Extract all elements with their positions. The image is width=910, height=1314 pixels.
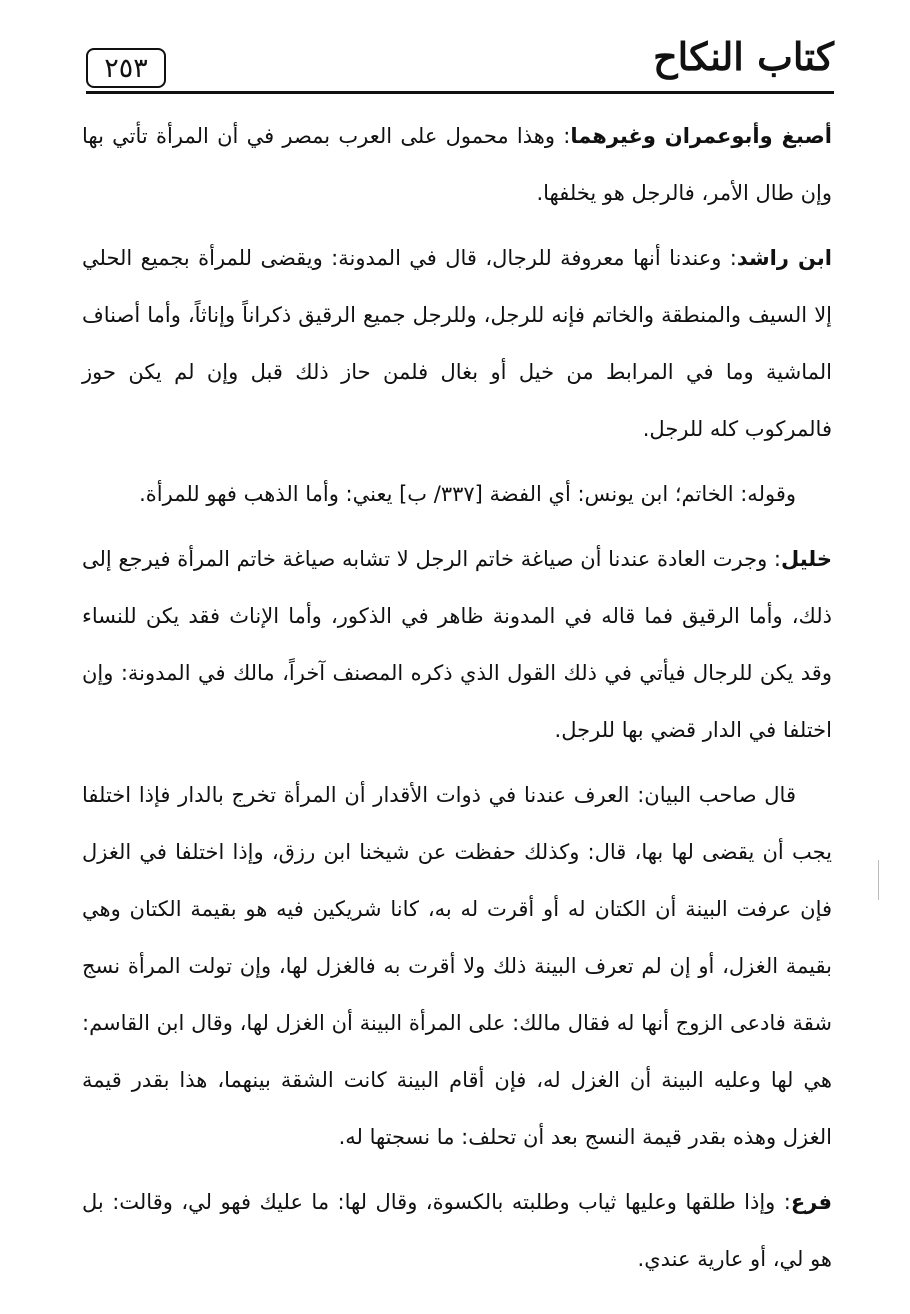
paragraph-ibn-rashid (82, 230, 832, 458)
paragraph-text: قال صاحب البيان: العرف عندنا في ذوات الأقدار أن المرأة تخرج بالدار فإذا اختلفا يجب أن يقضى لها بها، قال: وكذلك حفظت عن شيخنا ابن رزق، وإذا اختلفا في الغزل فإن عرفت البينة أن الكتان له أو أقرت له به، كانا شريكين فيه هو بقيمة الكتان وهي بقيمة الغزل، أو إن لم تعرف البينة ذلك ولا أقرت به فالغزل لها، وإن تولت المرأة نسج شقة فادعى الزوج أنها له فقال مالك: على المرأة البينة أن الغزل لها، وقال ابن القاسم: هي لها وعليه البينة أن الغزل له، فإن أقام البينة كانت الشقة بينهما، هذا بقدر قيمة الغزل وهذه بقدر قيمة النسج بعد أن تحلف: ما نسجتها له. (82, 783, 832, 1149)
paragraph-khatam (82, 466, 832, 523)
paragraph-lead: فرع (790, 1190, 832, 1214)
page-number: ٢٥٣ (104, 52, 148, 84)
paragraph-lead: أصبغ وأبوعمران وغيرهما (570, 124, 832, 148)
paragraph-text: : وهذا محمول على العرب بمصر في أن المرأة تأتي بها وإن طال الأمر، فالرجل هو يخلفها. (82, 124, 832, 205)
margin-mark (878, 860, 879, 900)
paragraph-lead: خليل (780, 547, 832, 571)
paragraph-asbagh (82, 108, 832, 222)
paragraph-lead: ابن راشد (736, 246, 832, 270)
paragraph-text: : وعندنا أنها معروفة للرجال، قال في المدونة: ويقضى للمرأة بجميع الحلي إلا السيف والمنطقة والخاتم فإنه للرجل، وللرجل جميع الرقيق ذكراناً وإناثاً، وأما أصناف الماشية وما في المرابط من خيل أو بغال فلمن حاز ذلك قبل وإن لم يكن حوز فالمركوب كله للرجل. (82, 246, 832, 441)
paragraph-text: وقوله: الخاتم؛ ابن يونس: أي الفضة [٣٣٧/ ب] يعني: وأما الذهب فهو للمرأة. (139, 482, 796, 506)
header-rule (86, 91, 834, 94)
paragraph-sahib-al-bayan (82, 767, 832, 1166)
body-text (82, 108, 832, 1296)
page-header (78, 34, 834, 98)
page-number-box (86, 48, 166, 88)
paragraph-khalil (82, 531, 832, 759)
paragraph-far (82, 1174, 832, 1288)
running-title: كتاب النكاح (653, 34, 834, 79)
paragraph-text: : وجرت العادة عندنا أن صياغة خاتم الرجل لا تشابه صياغة خاتم المرأة فيرجع إلى ذلك، وأما الرقيق فما قاله في المدونة ظاهر في الذكور، وأما الإناث فقد يكن للنساء وقد يكن للرجال فيأتي في ذلك القول الذي ذكره المصنف آخراً، مالك في المدونة: وإن اختلفا في الدار قضي بها للرجل. (82, 547, 832, 742)
paragraph-text: : وإذا طلقها وعليها ثياب وطلبته بالكسوة، وقال لها: ما عليك فهو لي، وقالت: بل هو لي، أو عارية عندي. (82, 1190, 832, 1271)
